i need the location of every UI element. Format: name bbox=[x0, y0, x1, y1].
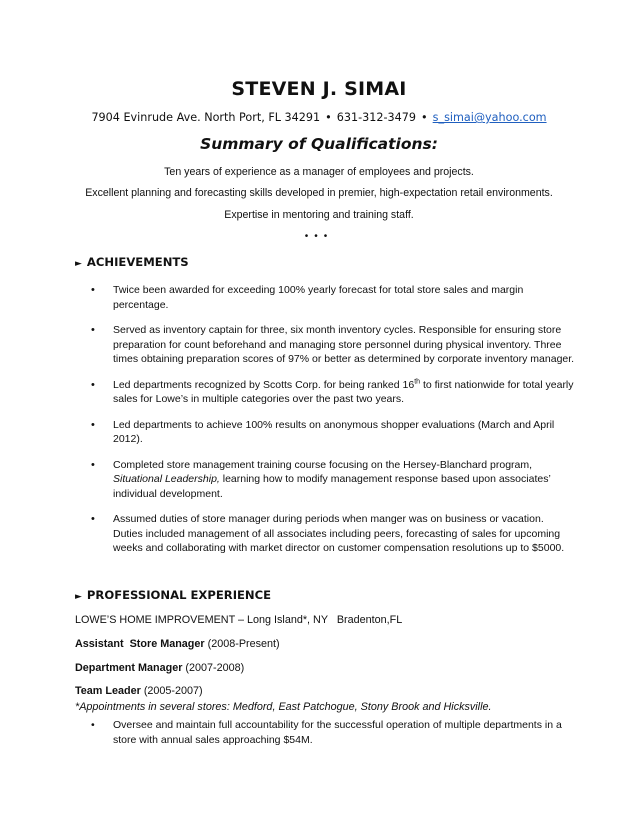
role-dates: (2007-2008) bbox=[185, 662, 245, 674]
bullet-icon: • bbox=[91, 284, 95, 296]
contact-separator: • bbox=[421, 111, 428, 124]
course-title: Situational Leadership, bbox=[113, 473, 220, 485]
arrow-right-icon: ► bbox=[75, 259, 82, 269]
role-dates: (2008-Present) bbox=[207, 638, 280, 650]
employer-location: Long Island*, NY Bradenton,FL bbox=[247, 614, 403, 626]
list-item bbox=[75, 458, 575, 502]
experience-heading-text: PROFESSIONAL EXPERIENCE bbox=[86, 588, 272, 602]
list-item bbox=[75, 718, 575, 747]
achievements-list bbox=[75, 283, 575, 567]
achievement-text: Led departments to achieve 100% results on anonymous shopper evaluations (March and April 2012). bbox=[113, 418, 555, 445]
contact-separator: • bbox=[325, 111, 332, 124]
achievement-text bbox=[113, 459, 550, 500]
list-item bbox=[75, 378, 575, 407]
section-divider: ••• bbox=[304, 231, 334, 242]
employer-name: LOWE’S HOME IMPROVEMENT bbox=[75, 614, 235, 626]
bullet-icon: • bbox=[91, 513, 95, 525]
achievement-text: Served as inventory captain for three, six month inventory cycles. Responsible for ensuring store preparation for count beforehand and managing store personnel during physical inventory. Three times obtaining preparation scores of 97% or better as determined by corporate inventory manager. bbox=[113, 324, 575, 365]
bullet-icon: • bbox=[91, 324, 95, 336]
achievement-text-part: learning how to modify management response based upon associates’ individual development. bbox=[113, 473, 551, 500]
role-title: Department Manager bbox=[75, 662, 183, 674]
employer-separator: – bbox=[237, 614, 244, 626]
bullet-icon: • bbox=[91, 418, 95, 431]
achievement-text: Twice been awarded for exceeding 100% yearly forecast for total store sales and margin percentage. bbox=[113, 284, 524, 311]
arrow-right-icon: ► bbox=[75, 592, 82, 602]
summary-title: Summary of Qualifications: bbox=[200, 135, 438, 153]
role-dates: (2005-2007) bbox=[143, 685, 203, 697]
appointments-text: *Appointments in several stores: Medford, East Patchogue, Stony Brook and Hicksville. bbox=[75, 701, 492, 713]
experience-heading bbox=[75, 588, 271, 602]
bullet-icon: • bbox=[91, 378, 95, 391]
experience-bullet-text: Oversee and maintain full accountability for the successful operation of multiple departments in a store with annual sales approaching $54M. bbox=[113, 719, 562, 746]
role-title: Team Leader bbox=[75, 685, 141, 697]
role-line bbox=[75, 685, 203, 697]
achievements-heading bbox=[75, 255, 189, 269]
list-item bbox=[75, 323, 575, 367]
bullet-icon: • bbox=[91, 458, 95, 471]
achievement-text: Assumed duties of store manager during periods when manger was on business or vacation. Duties included management of all associates including peers, forecasting of sales for upcoming weeks and collaborating with market director on customer compensation resolutions up to $5000. bbox=[113, 513, 565, 554]
email-link[interactable]: s_simai@yahoo.com bbox=[432, 111, 547, 124]
achievements-heading-text: ACHIEVEMENTS bbox=[86, 255, 189, 269]
summary-line: Excellent planning and forecasting skills developed in premier, high-expectation retail environments. bbox=[85, 187, 553, 199]
summary-line: Expertise in mentoring and training staff. bbox=[224, 209, 414, 221]
ordinal-suffix: th bbox=[414, 378, 421, 385]
role-line bbox=[75, 662, 244, 674]
appointments-note bbox=[75, 701, 492, 713]
employer-line bbox=[75, 614, 402, 626]
achievement-text-part: Completed store management training course focusing on the Hersey-Blanchard program, bbox=[113, 458, 533, 471]
list-item bbox=[75, 512, 575, 556]
contact-line bbox=[0, 111, 638, 124]
role-line bbox=[75, 638, 280, 650]
address: 7904 Evinrude Ave. North Port, FL 34291 bbox=[91, 111, 321, 124]
resume-name: STEVEN J. SIMAI bbox=[231, 78, 407, 100]
role-title: Assistant Store Manager bbox=[75, 638, 205, 650]
bullet-icon: • bbox=[91, 719, 95, 731]
achievement-text bbox=[113, 379, 574, 406]
summary-line: Ten years of experience as a manager of employees and projects. bbox=[164, 166, 474, 178]
list-item bbox=[75, 283, 575, 312]
phone: 631-312-3479 bbox=[336, 111, 417, 124]
list-item bbox=[75, 418, 575, 447]
achievement-text-part: to first nationwide for total yearly sales for Lowe’s in multiple categories over the past two years. bbox=[113, 378, 574, 405]
achievement-text-part: Led departments recognized by Scotts Corp. for being ranked 16 bbox=[113, 378, 415, 391]
